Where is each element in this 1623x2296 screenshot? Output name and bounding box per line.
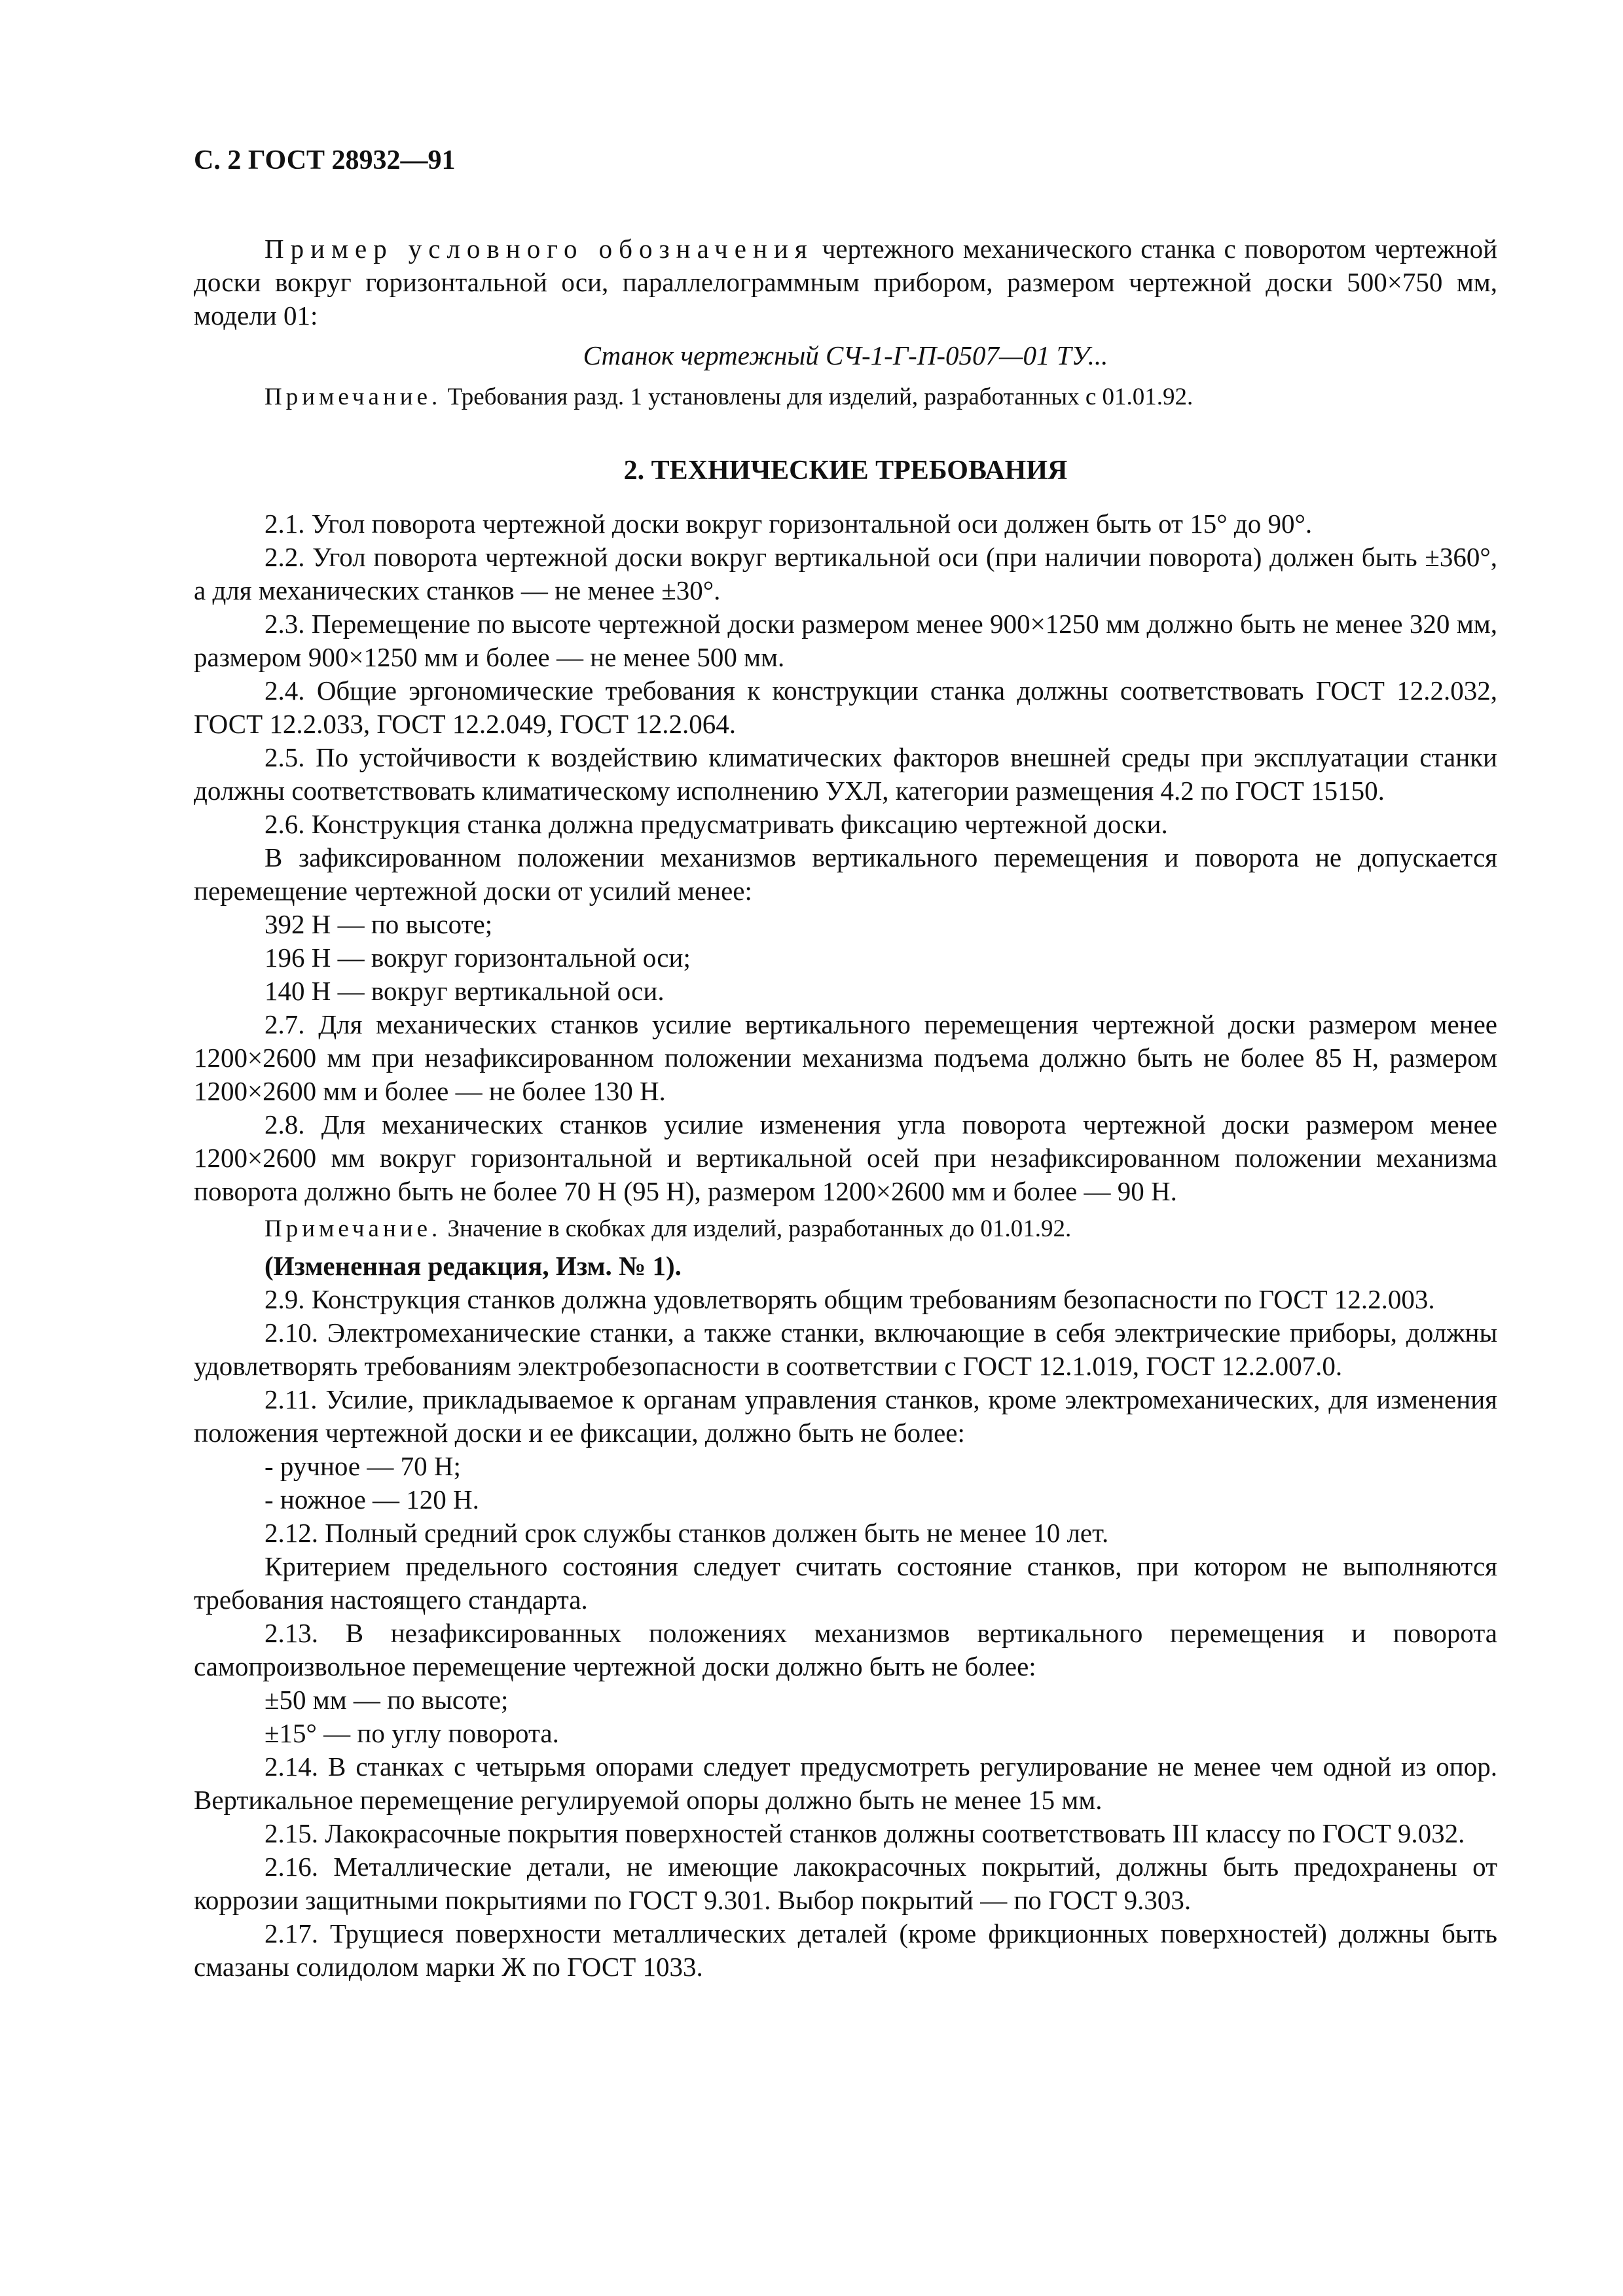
- clause-2-3: 2.3. Перемещение по высоте чертежной доски размером менее 900×1250 мм должно быть не менее 320 мм, размером 900×1250 мм и более — не менее 500 мм.: [194, 609, 1497, 672]
- clause-2-13-list-item: ±50 мм — по высоте;: [264, 1685, 509, 1715]
- clause-2-1: 2.1. Угол поворота чертежной доски вокруг горизонтальной оси должен быть от 15° до 90°.: [264, 509, 1313, 539]
- page-header: С. 2 ГОСТ 28932—91: [194, 145, 456, 175]
- clause-2-4: 2.4. Общие эргономические требования к конструкции станка должны соответствовать ГОСТ 12.2.032, ГОСТ 12.2.033, ГОСТ 12.2.049, ГОСТ 12.2.064.: [194, 675, 1497, 739]
- clause-2-11-list-item: - ручное — 70 Н;: [264, 1451, 461, 1481]
- clause-2-17: 2.17. Трущиеся поверхности металлических деталей (кроме фрикционных поверхностей) должны быть смазаны солидолом марки Ж по ГОСТ 1033.: [194, 1918, 1497, 1982]
- revision-note: (Измененная редакция, Изм. № 1).: [264, 1251, 682, 1281]
- clause-2-7: 2.7. Для механических станков усилие вертикального перемещения чертежной доски размером менее 1200×2600 мм при незафиксированном положении механизма подъема должно быть не более 85 Н, размером 1200×2600 мм и более — не более 130 Н.: [194, 1009, 1497, 1106]
- clause-2-16: 2.16. Металлические детали, не имеющие лакокрасочных покрытий, должны быть предохранены от коррозии защитными покрытиями по ГОСТ 9.301. Выбор покрытий — по ГОСТ 9.303.: [194, 1852, 1497, 1915]
- clause-2-13: 2.13. В незафиксированных положениях механизмов вертикального перемещения и поворота самопроизвольное перемещение чертежной доски должно быть не более:: [194, 1618, 1497, 1681]
- note-1: [194, 380, 1497, 414]
- clause-2-6-list-item: 392 Н — по высоте;: [264, 909, 493, 939]
- clause-2-6-text: В зафиксированном положении механизмов вертикального перемещения и поворота не допускается перемещение чертежной доски от усилий менее:: [194, 842, 1497, 906]
- clause-2-14: 2.14. В станках с четырьмя опорами следует предусмотреть регулирование не менее чем одной из опор. Вертикальное перемещение регулируемой опоры должно быть не менее 15 мм.: [194, 1751, 1497, 1815]
- clause-2-6-list-item: 140 Н — вокруг вертикальной оси.: [264, 976, 665, 1006]
- section-title: 2. ТЕХНИЧЕСКИЕ ТРЕБОВАНИЯ: [623, 456, 1068, 486]
- clause-2-2: 2.2. Угол поворота чертежной доски вокруг вертикальной оси (при наличии поворота) должен быть ±360°, а для механических станков — не менее ±30°.: [194, 542, 1497, 605]
- designation-example: [194, 232, 1497, 332]
- note-2: [194, 1212, 1497, 1246]
- document-page: [194, 144, 1497, 1984]
- note-1-text: Требования разд. 1 установлены для изделий, разработанных с 01.01.92.: [441, 384, 1194, 410]
- note-2-label: Примечание.: [264, 1215, 442, 1242]
- clause-2-11-list-item: - ножное — 120 Н.: [264, 1484, 479, 1515]
- clause-2-11: 2.11. Усилие, прикладываемое к органам управления станков, кроме электромеханических, для изменения положения чертежной доски и ее фиксации, должно быть не более:: [194, 1384, 1497, 1448]
- example-label: Пример условного обозначения: [264, 234, 814, 264]
- clause-2-12-text: Критерием предельного состояния следует считать состояние станков, при котором не выполняются требования настоящего стандарта.: [194, 1551, 1497, 1615]
- clause-2-13-list-item: ±15° — по углу поворота.: [264, 1718, 559, 1748]
- clause-2-6-list-item: 196 Н — вокруг горизонтальной оси;: [264, 942, 691, 973]
- clause-2-10: 2.10. Электромеханические станки, а также станки, включающие в себя электрические приборы, должны удовлетворять требованиям электробезопасности в соответствии с ГОСТ 12.1.019, ГОСТ 12.2.007.0.: [194, 1318, 1497, 1381]
- clause-2-8: 2.8. Для механических станков усилие изменения угла поворота чертежной доски размером менее 1200×2600 мм вокруг горизонтальной и вертикальной осей при незафиксированном положении механизма поворота должно быть не более 70 Н (95 Н), размером 1200×2600 мм и более — 90 Н.: [194, 1109, 1497, 1206]
- clause-2-5: 2.5. По устойчивости к воздействию климатических факторов внешней среды при эксплуатации станки должны соответствовать климатическому исполнению УХЛ, категории размещения 4.2 по ГОСТ 15150.: [194, 742, 1497, 806]
- example-text: чертежного механического станка с поворотом чертежной доски вокруг горизонтальной оси, параллелограммным прибором, размером чертежной доски 500×750 мм, модели 01:: [194, 234, 1498, 331]
- clause-2-6: 2.6. Конструкция станка должна предусматривать фиксацию чертежной доски.: [264, 809, 1168, 839]
- note-1-label: Примечание.: [264, 384, 442, 410]
- clause-2-15: 2.15. Лакокрасочные покрытия поверхностей станков должны соответствовать III классу по ГОСТ 9.032.: [264, 1818, 1465, 1848]
- designation-code: Станок чертежный СЧ-1-Г-П-0507—01 ТУ...: [583, 340, 1108, 370]
- note-2-text: Значение в скобках для изделий, разработанных до 01.01.92.: [441, 1215, 1072, 1242]
- clause-2-12: 2.12. Полный средний срок службы станков должен быть не менее 10 лет.: [264, 1518, 1109, 1548]
- clause-2-9: 2.9. Конструкция станков должна удовлетворять общим требованиям безопасности по ГОСТ 12.2.003.: [264, 1284, 1435, 1314]
